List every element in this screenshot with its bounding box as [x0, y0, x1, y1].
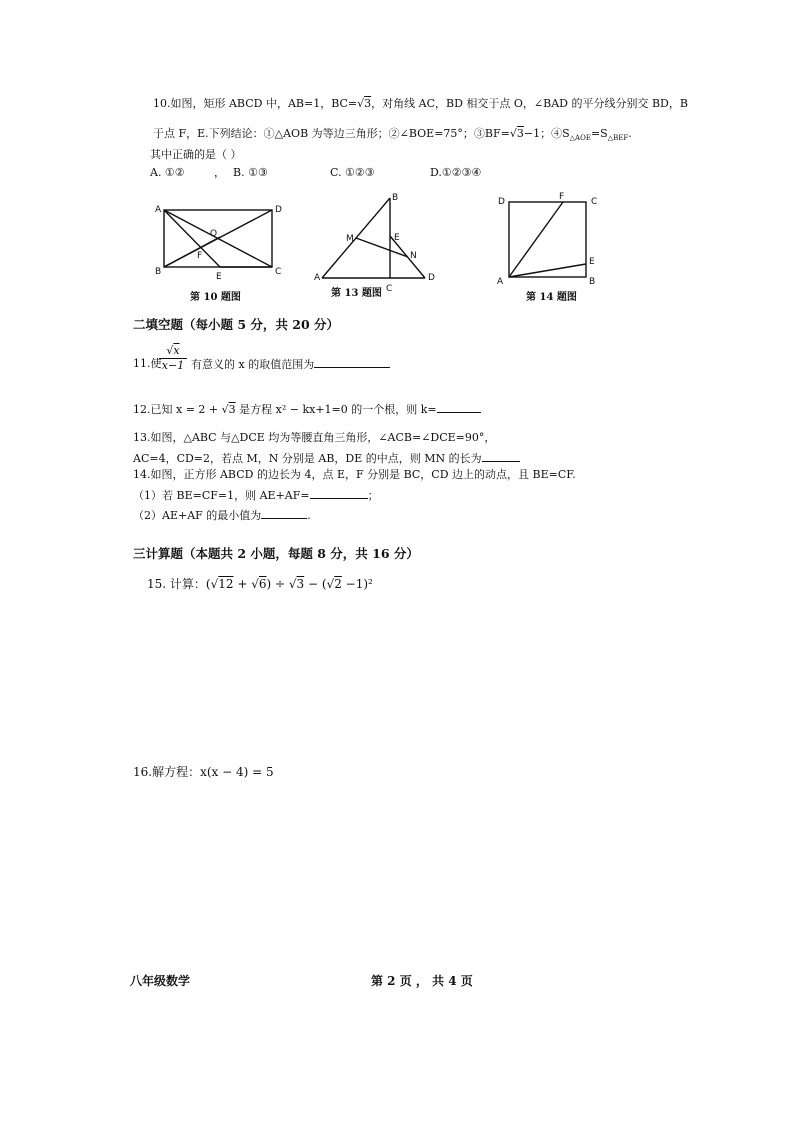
q10-option-c: C. ①②③ — [330, 166, 375, 179]
q14-sub1-answer-blank[interactable] — [310, 488, 368, 499]
q10-line2-text-b: −1；④S — [523, 127, 570, 140]
fig10-label-f: F — [197, 251, 203, 261]
q11-numerator: x — [173, 344, 180, 357]
fig10-label-o: O — [210, 229, 218, 239]
q13-answer-blank[interactable] — [482, 451, 520, 462]
figure-13-diagram — [322, 198, 425, 278]
q14-sub2 — [133, 508, 311, 523]
q10-line1-text-b: ，对角线 AC，BD 相交于点 O，∠BAD 的平分线分别交 BD，B — [371, 97, 688, 110]
sqrt-sign: √ — [221, 403, 229, 416]
fig10-label-d: D — [275, 205, 282, 215]
fig13-label-m: M — [346, 234, 354, 244]
sqrt-sign: √ — [326, 577, 335, 591]
q10-line1 — [153, 97, 688, 111]
figure-10-diagram — [164, 210, 272, 267]
q12-answer-blank[interactable] — [437, 402, 481, 413]
q15-sqrt-2: 2 — [334, 577, 342, 591]
q13-line2 — [133, 451, 520, 466]
fig10-label-e: E — [216, 272, 222, 282]
q15-sqrt-3: 3 — [296, 577, 305, 591]
footer-page-number: 第 2 页 ， 共 4 页 — [371, 974, 473, 988]
q11-prefix: 11.使 — [133, 357, 162, 370]
q15-line — [147, 577, 373, 591]
fig10-caption: 第 10 题图 — [190, 292, 241, 303]
q10-option-a: A. ①② — [150, 166, 185, 179]
sqrt-sign: √ — [251, 577, 259, 591]
fig14-label-b: B — [589, 277, 596, 287]
q11-fraction — [159, 344, 187, 372]
sqrt-sign: √ — [166, 344, 174, 357]
q13-line2-text: AC=4，CD=2，若点 M，N 分别是 AB，DE 的中点，则 MN 的长为 — [133, 452, 482, 465]
q10-line2-text-a: 于点 F，E.下列结论：①△AOB 为等边三角形；②∠BOE=75°；③BF= — [153, 127, 510, 140]
q15-divide: ) ÷ — [266, 577, 289, 591]
section3-title: 三计算题（本题共 2 小题，每题 8 分，共 16 分） — [133, 546, 419, 561]
q14-line1: 14.如图，正方形 ABCD 的边长为 4，点 E，F 分别是 BC，CD 边上的动点，且 BE=CF. — [133, 468, 576, 481]
fig14-label-e: E — [589, 257, 595, 267]
fig13-caption: 第 13 题图 — [331, 288, 382, 299]
fig14-caption: 第 14 题图 — [526, 292, 577, 303]
fig14-label-f: F — [559, 192, 565, 202]
q10-area-sub1: △AOE — [569, 134, 591, 143]
q10-line2-text-d: . — [628, 127, 632, 140]
q15-prefix: 15. 计算：( — [147, 577, 211, 591]
footer-subject: 八年级数学 — [130, 974, 191, 988]
q13-line1: 13.如图，△ABC 与△DCE 均为等腰直角三角形，∠ACB=∠DCE=90°， — [133, 431, 496, 444]
sqrt-sign: √ — [288, 577, 297, 591]
q14-sub1 — [133, 488, 379, 503]
q10-area-sub2: △BEF — [607, 134, 629, 143]
fig10-label-a: A — [155, 205, 162, 215]
figure-14-diagram — [509, 202, 586, 277]
q12-prefix: 12.已知 x = 2 + — [133, 403, 222, 416]
q11-denominator: x−1 — [161, 359, 185, 372]
q12-middle: 是方程 x² − kx+1=0 的一个根，则 k= — [235, 403, 437, 416]
q15-sqrt-6: 6 — [258, 577, 267, 591]
q10-option-separator: ， — [214, 166, 225, 179]
q11-answer-blank[interactable] — [314, 357, 390, 368]
fig14-label-a: A — [497, 277, 504, 287]
q14-sub2-answer-blank[interactable] — [261, 508, 307, 519]
fig10-label-b: B — [155, 267, 162, 277]
fig14-label-c: C — [591, 197, 598, 207]
sqrt-sign: √ — [210, 577, 219, 591]
fig14-label-d: D — [498, 197, 505, 207]
q16-line: 16.解方程：x(x − 4) = 5 — [133, 765, 274, 779]
q15-minus: − ( — [304, 577, 327, 591]
sqrt-sign: √ — [509, 127, 517, 140]
fig13-label-b: B — [392, 193, 399, 203]
q15-end: −1)² — [341, 577, 373, 591]
q12-sqrt: 3 — [228, 403, 236, 416]
q10-line3: 其中正确的是（ ） — [150, 148, 242, 161]
q10-line2 — [153, 127, 632, 145]
q10-option-d: D.①②③④ — [430, 166, 482, 179]
fig10-label-c: C — [275, 267, 282, 277]
fig13-label-c: C — [386, 284, 393, 294]
q10-sqrt: 3 — [364, 97, 372, 110]
q14-sub1-end: ； — [367, 489, 379, 502]
fig13-label-d: D — [428, 273, 435, 283]
q15-sqrt-12: 12 — [218, 577, 234, 591]
q14-sub1-text: （1）若 BE=CF=1，则 AE+AF= — [133, 489, 310, 502]
q10-line2-sqrt: 3 — [516, 127, 524, 140]
q11-suffix: 有意义的 x 的取值范围为 — [191, 358, 315, 371]
q10-line1-text-a: 10.如图，矩形 ABCD 中，AB=1，BC= — [153, 97, 358, 110]
fig13-label-a: A — [314, 273, 321, 283]
fig13-label-n: N — [410, 251, 417, 261]
q11-line — [191, 357, 390, 372]
q12-line — [133, 402, 481, 417]
q10-line2-text-c: =S — [590, 127, 608, 140]
q10-option-b: B. ①③ — [233, 166, 268, 179]
section2-title: 二填空题（每小题 5 分，共 20 分） — [133, 317, 340, 332]
fig13-label-e: E — [394, 233, 400, 243]
q14-sub2-text: （2）AE+AF 的最小值为 — [133, 509, 262, 522]
sqrt-sign: √ — [357, 97, 365, 110]
q14-sub2-end: . — [307, 509, 311, 522]
q15-plus: + — [233, 577, 252, 591]
